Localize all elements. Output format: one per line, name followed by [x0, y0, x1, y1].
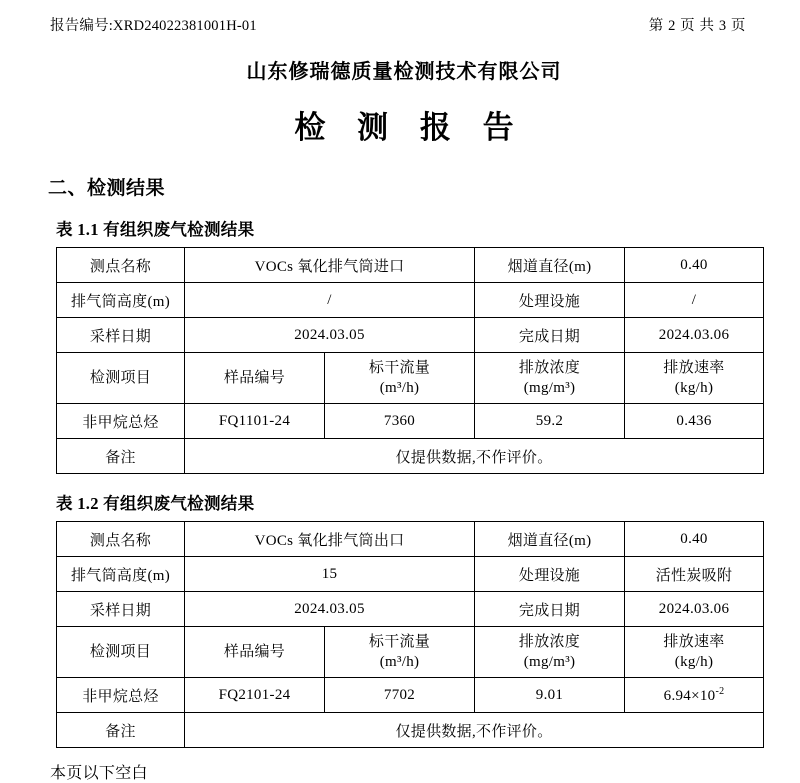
remark-label: 备注: [57, 439, 185, 474]
cell-label: 完成日期: [475, 318, 625, 353]
cell-label: 测点名称: [57, 248, 185, 283]
cell-label: 处理设施: [475, 557, 625, 592]
cell-label: 采样日期: [57, 318, 185, 353]
column-header-rate-line2: (kg/h): [674, 654, 714, 670]
cell-value: 2024.03.05: [185, 318, 475, 353]
cell-flow: 7360: [325, 404, 475, 439]
table-header-row: [57, 627, 764, 678]
column-header-sample-no: 样品编号: [185, 627, 325, 678]
cell-label: 烟道直径(m): [475, 522, 625, 557]
table-row: [57, 248, 764, 283]
column-header-conc-line2: (mg/m³): [523, 654, 576, 670]
table-header-row: [57, 353, 764, 404]
table-row: [57, 522, 764, 557]
column-header-flow-line1: 标干流量: [368, 633, 431, 650]
cell-value: VOCs 氧化排气筒进口: [185, 248, 475, 283]
cell-rate-exponent: -2: [715, 685, 725, 697]
table-row: [57, 318, 764, 353]
cell-value: 15: [185, 557, 475, 592]
column-header-rate: [625, 353, 764, 404]
cell-label: 烟道直径(m): [475, 248, 625, 283]
cell-label: 完成日期: [475, 592, 625, 627]
cell-value: /: [185, 283, 475, 318]
page-number: 第 2 页 共 3 页: [648, 18, 746, 34]
cell-concentration: 59.2: [475, 404, 625, 439]
cell-value: 2024.03.06: [625, 318, 764, 353]
cell-label: 测点名称: [57, 522, 185, 557]
column-header-flow-line2: (m³/h): [379, 380, 420, 396]
column-header-conc-line1: 排放浓度: [518, 633, 581, 650]
cell-value: /: [625, 283, 764, 318]
column-header-flow: [325, 627, 475, 678]
table-1-1-caption: 表 1.1 有组织废气检测结果: [56, 220, 255, 239]
column-header-flow-line2: (m³/h): [379, 654, 420, 670]
cell-rate: 0.436: [625, 404, 764, 439]
cell-label: 排气筒高度(m): [57, 283, 185, 318]
cell-value: 2024.03.06: [625, 592, 764, 627]
column-header-conc-line2: (mg/m³): [523, 380, 576, 396]
cell-value: 活性炭吸附: [625, 557, 764, 592]
column-header-rate-line1: 排放速率: [663, 633, 725, 650]
remark-label: 备注: [57, 713, 185, 748]
section-heading: 二、检测结果: [48, 178, 166, 199]
column-header-flow-line1: 标干流量: [368, 359, 431, 376]
column-header-concentration: [475, 627, 625, 678]
cell-sample-no: FQ2101-24: [185, 678, 325, 713]
table-remark-row: [57, 439, 764, 474]
column-header-rate: [625, 627, 764, 678]
cell-label: 处理设施: [475, 283, 625, 318]
page-end-note: 本页以下空白: [50, 765, 148, 782]
cell-item-name: 非甲烷总烃: [57, 678, 185, 713]
cell-rate: [625, 678, 764, 713]
cell-sample-no: FQ1101-24: [185, 404, 325, 439]
remark-value: 仅提供数据,不作评价。: [185, 713, 764, 748]
column-header-concentration: [475, 353, 625, 404]
table-row: [57, 404, 764, 439]
page-header: [48, 10, 760, 35]
column-header-rate-line1: 排放速率: [663, 359, 725, 376]
cell-value: 0.40: [625, 522, 764, 557]
cell-label: 排气筒高度(m): [57, 557, 185, 592]
column-header-conc-line1: 排放浓度: [518, 359, 581, 376]
table-1-2: [56, 521, 764, 748]
cell-item-name: 非甲烷总烃: [57, 404, 185, 439]
column-header-flow: [325, 353, 475, 404]
remark-value: 仅提供数据,不作评价。: [185, 439, 764, 474]
cell-value: 2024.03.05: [185, 592, 475, 627]
table-row: [57, 678, 764, 713]
cell-value: VOCs 氧化排气筒出口: [185, 522, 475, 557]
cell-concentration: 9.01: [475, 678, 625, 713]
page-title: 检 测 报 告: [294, 110, 526, 145]
table-1-1: [56, 247, 764, 474]
cell-value: 0.40: [625, 248, 764, 283]
table-row: [57, 283, 764, 318]
column-header-item: 检测项目: [57, 627, 185, 678]
cell-flow: 7702: [325, 678, 475, 713]
column-header-item: 检测项目: [57, 353, 185, 404]
cell-label: 采样日期: [57, 592, 185, 627]
report-number: 报告编号:XRD24022381001H-01: [50, 18, 257, 34]
table-remark-row: [57, 713, 764, 748]
table-row: [57, 557, 764, 592]
table-1-2-caption: 表 1.2 有组织废气检测结果: [56, 494, 255, 513]
company-name: 山东修瑞德质量检测技术有限公司: [246, 61, 562, 83]
column-header-rate-line2: (kg/h): [674, 380, 714, 396]
table-row: [57, 592, 764, 627]
column-header-sample-no: 样品编号: [185, 353, 325, 404]
cell-rate-base: 6.94×10: [663, 687, 716, 704]
